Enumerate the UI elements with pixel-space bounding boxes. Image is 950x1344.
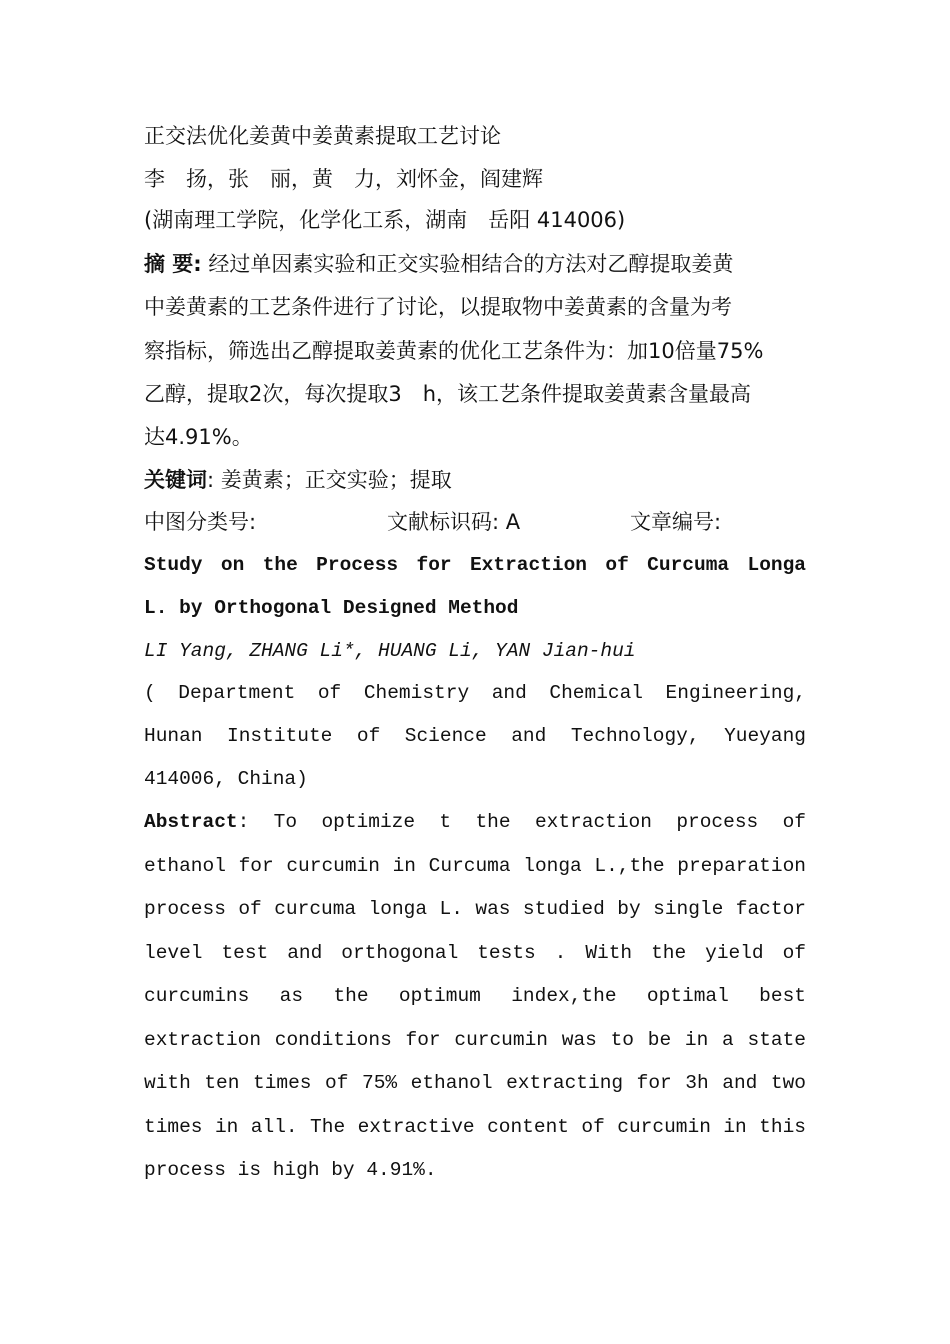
abstract-en-line-5: curcumins as the optimum index,the optimal best — [144, 985, 806, 1007]
abstract-en-line-6: extraction conditions for curcumin was to be in a state — [144, 1029, 806, 1051]
authors-en: LI Yang, ZHANG Li*, HUANG Li, YAN Jian-hui — [144, 640, 636, 662]
affiliation-en-line-3: 414006, China) — [144, 768, 308, 790]
paper-title-cn: 正交法优化姜黄中姜黄素提取工艺讨论 — [144, 124, 501, 148]
abstract-en-line-7: with ten times of 75% ethanol extracting for 3h and two — [144, 1072, 806, 1094]
doc-code-label: 文献标识码: A — [387, 510, 521, 534]
keywords-cn — [144, 465, 806, 495]
abstract-en-label: Abstract — [144, 811, 238, 833]
abstract-en-line-8: times in all. The extractive content of curcumin in this — [144, 1116, 806, 1138]
abstract-en-first-line: : To optimize t the extraction process of — [237, 811, 806, 833]
abstract-en-line-2: ethanol for curcumin in Curcuma longa L.,the preparation — [144, 855, 806, 877]
abstract-cn-line-3: 察指标，筛选出乙醇提取姜黄素的优化工艺条件为：加10倍量75% — [144, 339, 764, 363]
affiliation-cn: (湖南理工学院，化学化工系，湖南 岳阳 414006) — [144, 208, 626, 232]
abstract-cn-text: 经过单因素实验和正交实验相结合的方法对乙醇提取姜黄 — [208, 252, 734, 276]
keywords-cn-text: : 姜黄素；正交实验；提取 — [207, 468, 452, 492]
title-en-line-1: Study on the Process for Extraction of Curcuma Longa — [144, 554, 806, 576]
authors-cn: 李 扬，张 丽，黄 力，刘怀金，阎建辉 — [144, 167, 543, 191]
article-no-label: 文章编号: — [630, 510, 722, 534]
affiliation-en-line-1: ( Department of Chemistry and Chemical Engineering, — [144, 682, 806, 704]
abstract-cn-line-1 — [144, 249, 806, 279]
keywords-cn-label: 关键词 — [144, 468, 207, 492]
affiliation-en-line-2: Hunan Institute of Science and Technology, Yueyang — [144, 725, 806, 747]
abstract-cn-label: 摘 要: — [144, 252, 202, 276]
clc-label: 中图分类号: — [144, 510, 257, 534]
abstract-cn-line-4: 乙醇，提取2次，每次提取3 h，该工艺条件提取姜黄素含量最高 — [144, 382, 752, 406]
abstract-en-line-1 — [144, 807, 806, 837]
abstract-en-line-9: process is high by 4.91%. — [144, 1159, 437, 1181]
abstract-en-line-3: process of curcuma longa L. was studied by single factor — [144, 898, 806, 920]
abstract-cn-line-5: 达4.91%。 — [144, 425, 253, 449]
abstract-cn-line-2: 中姜黄素的工艺条件进行了讨论，以提取物中姜黄素的含量为考 — [144, 295, 732, 319]
abstract-en-line-4: level test and orthogonal tests . With the yield of — [144, 942, 806, 964]
title-en-line-2: L. by Orthogonal Designed Method — [144, 597, 519, 619]
